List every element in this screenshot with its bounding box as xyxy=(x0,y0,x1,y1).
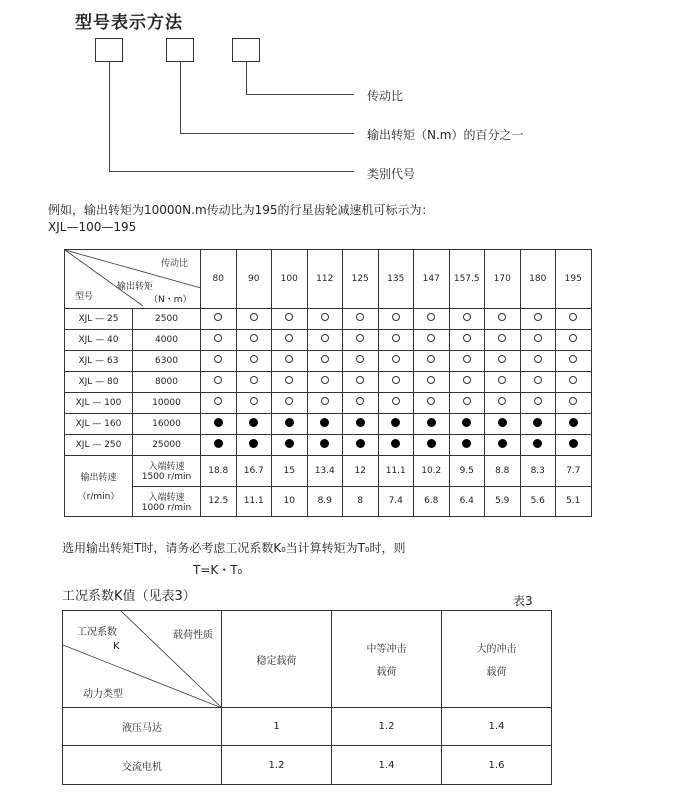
filled-dot-icon xyxy=(462,439,471,448)
availability-cell xyxy=(520,350,556,371)
ratio-header: 135 xyxy=(378,250,414,309)
ratio-header: 157.5 xyxy=(449,250,485,309)
availability-cell xyxy=(343,308,379,329)
ratio-leader-line-h xyxy=(246,94,354,95)
coef-value: 1.4 xyxy=(332,746,442,785)
coef-value: 1.2 xyxy=(332,708,442,746)
model-name: XJL — 40 xyxy=(65,329,133,350)
col-label-2: 载荷 xyxy=(486,667,507,678)
circle-icon xyxy=(534,313,542,321)
filled-dot-icon xyxy=(533,439,542,448)
table2-diagonal-header xyxy=(63,611,222,708)
ratio-header: 147 xyxy=(414,250,450,309)
output-speed-value: 8.9 xyxy=(307,486,343,517)
circle-icon xyxy=(534,355,542,363)
note-sub-t: 0 xyxy=(365,546,370,554)
filled-dot-icon xyxy=(285,418,294,427)
availability-cell xyxy=(520,329,556,350)
availability-cell xyxy=(556,371,592,392)
circle-icon xyxy=(569,334,577,342)
filled-dot-icon xyxy=(214,418,223,427)
selection-note xyxy=(62,539,406,556)
circle-icon xyxy=(498,334,506,342)
model-torque: 10000 xyxy=(133,392,201,413)
table-row xyxy=(65,329,592,350)
output-speed-value: 15 xyxy=(272,456,308,486)
circle-icon xyxy=(250,376,258,384)
circle-icon xyxy=(498,376,506,384)
availability-cell xyxy=(485,392,521,413)
circle-icon xyxy=(321,334,329,342)
filled-dot-icon xyxy=(498,439,507,448)
output-speed-value: 12 xyxy=(343,456,379,486)
header-torque: 输出转矩 xyxy=(117,282,154,292)
model-torque: 6300 xyxy=(133,350,201,371)
header-torque-unit: （N・m） xyxy=(149,295,192,305)
circle-icon xyxy=(427,376,435,384)
ratio-header: 80 xyxy=(201,250,237,309)
availability-cell xyxy=(378,413,414,434)
circle-icon xyxy=(250,334,258,342)
circle-icon xyxy=(356,355,364,363)
output-speed-value: 11.1 xyxy=(236,486,272,517)
input-speed-label: 入端转速 xyxy=(148,462,185,473)
availability-cell xyxy=(236,308,272,329)
circle-icon xyxy=(392,376,400,384)
formula xyxy=(193,561,242,578)
availability-cell xyxy=(520,308,556,329)
circle-icon xyxy=(392,355,400,363)
output-speed-value: 7.4 xyxy=(378,486,414,517)
torque-label: 输出转矩（N.m）的百分之一 xyxy=(367,128,524,142)
model-name: XJL — 25 xyxy=(65,308,133,329)
output-speed-value: 8.3 xyxy=(520,456,556,486)
availability-cell xyxy=(272,392,308,413)
ratio-leader-line xyxy=(246,62,247,95)
circle-icon xyxy=(392,397,400,405)
output-speed-value: 5.1 xyxy=(556,486,592,517)
output-speed-value: 10 xyxy=(272,486,308,517)
col-label-1: 中等冲击 xyxy=(366,644,407,655)
model-torque: 25000 xyxy=(133,434,201,455)
torque-leader-line xyxy=(180,62,181,134)
circle-icon xyxy=(463,313,471,321)
availability-cell xyxy=(485,308,521,329)
example-sentence: 例如，输出转矩为10000N.m传动比为195的行星齿轮减速机可标示为： xyxy=(48,203,434,217)
speed-rows xyxy=(65,456,592,517)
circle-icon xyxy=(285,313,293,321)
availability-cell xyxy=(236,434,272,455)
availability-cell xyxy=(520,371,556,392)
output-speed-value: 5.6 xyxy=(520,486,556,517)
availability-cell xyxy=(201,308,237,329)
table-row xyxy=(65,413,592,434)
table-diagonal-header xyxy=(65,250,201,309)
table-row xyxy=(65,371,592,392)
availability-cell xyxy=(378,329,414,350)
availability-cell xyxy=(378,350,414,371)
availability-cell xyxy=(414,350,450,371)
filled-dot-icon xyxy=(391,418,400,427)
circle-icon xyxy=(569,313,577,321)
table2-title: 工况系数K值（见表3） xyxy=(62,589,196,604)
availability-cell xyxy=(201,371,237,392)
note-text-a: 选用输出转矩T时，请务必考虑工况系数K xyxy=(62,541,282,555)
circle-icon xyxy=(356,376,364,384)
speed-label: 输出转速 xyxy=(80,473,117,483)
filled-dot-icon xyxy=(569,439,578,448)
circle-icon xyxy=(427,313,435,321)
ratio-header: 90 xyxy=(236,250,272,309)
output-speed-value: 6.4 xyxy=(449,486,485,517)
availability-cell xyxy=(556,308,592,329)
availability-cell xyxy=(556,392,592,413)
availability-cell xyxy=(556,413,592,434)
filled-dot-icon xyxy=(427,418,436,427)
availability-cell xyxy=(520,434,556,455)
availability-cell xyxy=(343,392,379,413)
circle-icon xyxy=(534,334,542,342)
circle-icon xyxy=(250,355,258,363)
circle-icon xyxy=(534,376,542,384)
availability-cell xyxy=(556,350,592,371)
speed-row xyxy=(65,486,592,517)
note-sub-k: 0 xyxy=(281,546,286,554)
filled-dot-icon xyxy=(356,439,365,448)
output-speed-value: 12.5 xyxy=(201,486,237,517)
output-speed-value: 10.2 xyxy=(414,456,450,486)
availability-cell xyxy=(343,413,379,434)
table-header-row xyxy=(65,250,592,309)
filled-dot-icon xyxy=(214,439,223,448)
availability-cell xyxy=(201,434,237,455)
model-name: XJL — 80 xyxy=(65,371,133,392)
circle-icon xyxy=(392,313,400,321)
ratio-header: 125 xyxy=(343,250,379,309)
load-col-header xyxy=(222,611,332,708)
note-text-c: 时，则 xyxy=(369,541,406,555)
table-row xyxy=(65,392,592,413)
availability-cell xyxy=(272,308,308,329)
availability-cell xyxy=(343,434,379,455)
type-leader-line-h xyxy=(109,171,354,172)
hdr-load: 载荷性质 xyxy=(173,630,213,641)
availability-cell xyxy=(556,434,592,455)
page-title: 型号表示方法 xyxy=(75,13,183,33)
circle-icon xyxy=(356,397,364,405)
header-model: 型号 xyxy=(75,292,94,302)
availability-cell xyxy=(307,392,343,413)
circle-icon xyxy=(498,397,506,405)
model-torque: 16000 xyxy=(133,413,201,434)
availability-cell xyxy=(343,350,379,371)
type-label: 类别代号 xyxy=(367,167,416,181)
filled-dot-icon xyxy=(249,439,258,448)
availability-cell xyxy=(485,350,521,371)
load-col-header xyxy=(332,611,442,708)
output-speed-value: 11.1 xyxy=(378,456,414,486)
formula-text: T=K・T xyxy=(193,563,238,577)
availability-cell xyxy=(201,350,237,371)
availability-cell xyxy=(378,308,414,329)
circle-icon xyxy=(214,334,222,342)
circle-icon xyxy=(569,397,577,405)
speed-row xyxy=(65,456,592,486)
circle-icon xyxy=(285,355,293,363)
availability-cell xyxy=(307,350,343,371)
availability-cell xyxy=(449,413,485,434)
circle-icon xyxy=(427,397,435,405)
hdr-k: K xyxy=(113,641,120,652)
availability-cell xyxy=(236,413,272,434)
availability-cell xyxy=(307,434,343,455)
power-type: 液压马达 xyxy=(63,708,222,746)
availability-cell xyxy=(307,308,343,329)
filled-dot-icon xyxy=(462,418,471,427)
model-name: XJL — 250 xyxy=(65,434,133,455)
ratio-code-box xyxy=(232,38,260,62)
ratio-label: 传动比 xyxy=(367,89,404,103)
circle-icon xyxy=(392,334,400,342)
availability-cell xyxy=(236,329,272,350)
availability-cell xyxy=(272,371,308,392)
note-text-b: 当计算转矩为T xyxy=(285,541,366,555)
availability-cell xyxy=(272,329,308,350)
filled-dot-icon xyxy=(249,418,258,427)
availability-cell xyxy=(414,308,450,329)
availability-cell xyxy=(307,329,343,350)
circle-icon xyxy=(498,313,506,321)
availability-cell xyxy=(520,392,556,413)
filled-dot-icon xyxy=(498,418,507,427)
table-row xyxy=(63,708,552,746)
circle-icon xyxy=(427,334,435,342)
input-speed-label: 入端转速 xyxy=(148,492,185,503)
output-speed-value: 8.8 xyxy=(485,456,521,486)
input-speed-cell xyxy=(133,456,201,486)
table-row xyxy=(65,434,592,455)
availability-cell xyxy=(236,392,272,413)
table2-tag: 表3 xyxy=(513,594,533,608)
availability-cell xyxy=(449,329,485,350)
output-speed-value: 7.7 xyxy=(556,456,592,486)
coef-value: 1.2 xyxy=(222,746,332,785)
circle-icon xyxy=(250,397,258,405)
circle-icon xyxy=(569,376,577,384)
availability-cell xyxy=(485,434,521,455)
availability-cell xyxy=(449,308,485,329)
ratio-header: 100 xyxy=(272,250,308,309)
output-speed-value: 9.5 xyxy=(449,456,485,486)
col-label-2: 载荷 xyxy=(376,667,397,678)
output-speed-value: 8 xyxy=(343,486,379,517)
output-speed-value: 5.9 xyxy=(485,486,521,517)
torque-code-box xyxy=(166,38,194,62)
availability-cell xyxy=(449,434,485,455)
ratio-header: 195 xyxy=(556,250,592,309)
circle-icon xyxy=(463,397,471,405)
circle-icon xyxy=(321,397,329,405)
torque-leader-line-h xyxy=(180,133,354,134)
table-row xyxy=(65,308,592,329)
circle-icon xyxy=(463,376,471,384)
availability-cell xyxy=(378,434,414,455)
coef-value: 1 xyxy=(222,708,332,746)
type-code-box xyxy=(95,38,123,62)
availability-cell xyxy=(201,392,237,413)
model-torque: 8000 xyxy=(133,371,201,392)
availability-cell xyxy=(520,413,556,434)
model-ratio-table xyxy=(64,249,592,517)
circle-icon xyxy=(427,355,435,363)
circle-icon xyxy=(285,376,293,384)
filled-dot-icon xyxy=(356,418,365,427)
col-label-1: 稳定载荷 xyxy=(256,655,297,667)
filled-dot-icon xyxy=(533,418,542,427)
coef-value: 1.6 xyxy=(442,746,552,785)
circle-icon xyxy=(569,355,577,363)
availability-cell xyxy=(414,371,450,392)
model-name: XJL — 160 xyxy=(65,413,133,434)
circle-icon xyxy=(214,355,222,363)
circle-icon xyxy=(321,355,329,363)
availability-cell xyxy=(449,350,485,371)
availability-cell xyxy=(414,434,450,455)
availability-cell xyxy=(343,329,379,350)
model-name: XJL — 100 xyxy=(65,392,133,413)
availability-cell xyxy=(307,371,343,392)
output-speed-value: 6.8 xyxy=(414,486,450,517)
availability-cell xyxy=(343,371,379,392)
circle-icon xyxy=(285,334,293,342)
example-code: XJL—100—195 xyxy=(48,220,137,234)
availability-cell xyxy=(485,413,521,434)
output-speed-value: 18.8 xyxy=(201,456,237,486)
formula-sub: 0 xyxy=(237,568,243,576)
circle-icon xyxy=(214,313,222,321)
power-type: 交流电机 xyxy=(63,746,222,785)
availability-cell xyxy=(414,329,450,350)
work-coefficient-table xyxy=(62,610,552,785)
table2-header-row xyxy=(63,611,552,708)
availability-cell xyxy=(449,371,485,392)
availability-cell xyxy=(449,392,485,413)
hdr-coef: 工况系数 xyxy=(77,627,117,638)
availability-cell xyxy=(556,329,592,350)
model-name: XJL — 63 xyxy=(65,350,133,371)
availability-cell xyxy=(272,413,308,434)
load-col-header xyxy=(442,611,552,708)
type-leader-line xyxy=(109,62,110,172)
circle-icon xyxy=(285,397,293,405)
circle-icon xyxy=(534,397,542,405)
circle-icon xyxy=(250,313,258,321)
circle-icon xyxy=(214,397,222,405)
output-speed-value: 16.7 xyxy=(236,456,272,486)
coef-value: 1.4 xyxy=(442,708,552,746)
ratio-header: 180 xyxy=(520,250,556,309)
input-speed-value: 1000 r/min xyxy=(141,502,192,513)
circle-icon xyxy=(356,334,364,342)
output-speed-value: 13.4 xyxy=(307,456,343,486)
table-row xyxy=(65,350,592,371)
filled-dot-icon xyxy=(320,439,329,448)
availability-cell xyxy=(485,329,521,350)
model-torque: 4000 xyxy=(133,329,201,350)
availability-cell xyxy=(201,329,237,350)
hdr-power: 动力类型 xyxy=(83,689,123,700)
ratio-header: 112 xyxy=(307,250,343,309)
availability-cell xyxy=(378,371,414,392)
speed-unit: （r/min） xyxy=(77,492,120,502)
filled-dot-icon xyxy=(320,418,329,427)
availability-cell xyxy=(236,350,272,371)
filled-dot-icon xyxy=(391,439,400,448)
col-label-1: 大的冲击 xyxy=(476,644,517,655)
availability-cell xyxy=(414,392,450,413)
circle-icon xyxy=(498,355,506,363)
availability-cell xyxy=(378,392,414,413)
availability-cell xyxy=(272,350,308,371)
circle-icon xyxy=(356,313,364,321)
ratio-header: 170 xyxy=(485,250,521,309)
circle-icon xyxy=(321,313,329,321)
input-speed-value: 1500 r/min xyxy=(141,472,192,483)
circle-icon xyxy=(463,355,471,363)
availability-cell xyxy=(307,413,343,434)
availability-cell xyxy=(485,371,521,392)
table-row xyxy=(63,746,552,785)
model-torque: 2500 xyxy=(133,308,201,329)
availability-cell xyxy=(201,413,237,434)
speed-label-cell xyxy=(65,456,133,517)
availability-cell xyxy=(272,434,308,455)
filled-dot-icon xyxy=(427,439,436,448)
filled-dot-icon xyxy=(285,439,294,448)
availability-cell xyxy=(414,413,450,434)
header-ratio: 传动比 xyxy=(161,259,189,269)
circle-icon xyxy=(321,376,329,384)
input-speed-cell xyxy=(133,486,201,517)
filled-dot-icon xyxy=(569,418,578,427)
model-rows xyxy=(65,308,592,455)
circle-icon xyxy=(463,334,471,342)
availability-cell xyxy=(236,371,272,392)
circle-icon xyxy=(214,376,222,384)
